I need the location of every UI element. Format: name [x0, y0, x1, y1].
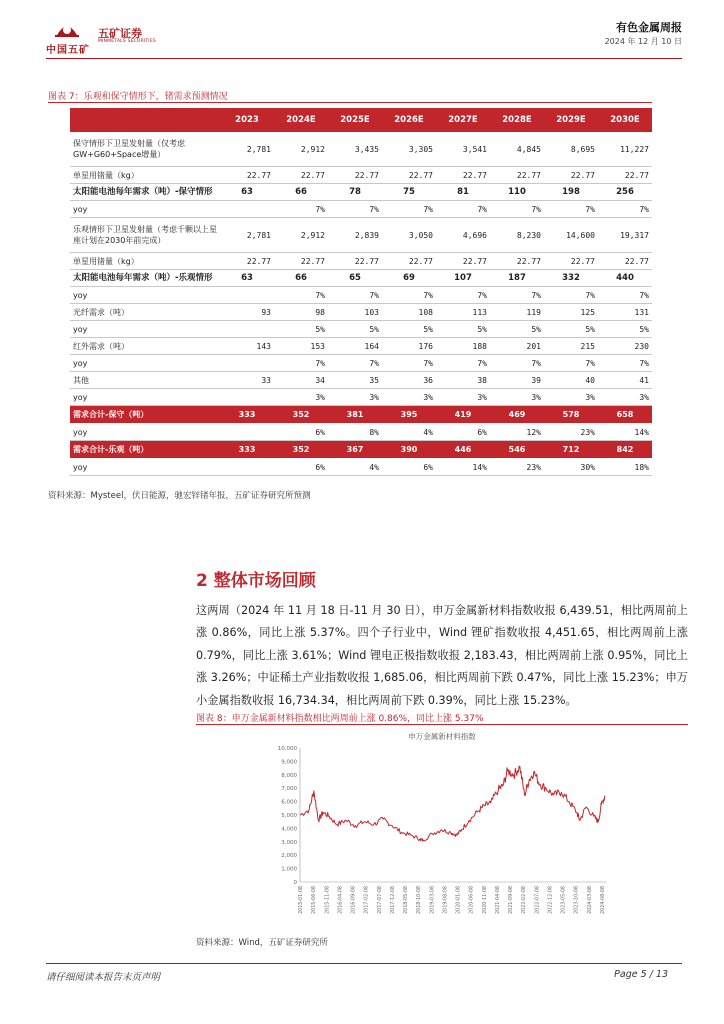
table-cell: 469: [490, 406, 544, 424]
table-cell: 22.77: [274, 253, 328, 270]
y-tick-label: 9,000: [281, 759, 297, 766]
table-cell: 22.77: [490, 253, 544, 270]
table-cell: 30%: [544, 459, 598, 476]
footer-disclaimer-note: 请仔细阅读本报告末页声明: [46, 972, 161, 983]
row-label: 单星用锗量（kg）: [70, 253, 220, 270]
table-cell: 6%: [274, 459, 328, 476]
table-row: [70, 167, 652, 184]
table-cell: 712: [544, 441, 598, 459]
securities-name-en: MINMETALS SECURITIES: [98, 39, 156, 44]
table-body: [70, 132, 652, 476]
table-cell: 5%: [382, 321, 436, 338]
table-cell: 2,839: [328, 218, 382, 253]
table-cell: 7%: [598, 201, 652, 218]
table-cell: 390: [382, 441, 436, 459]
chart-series: [300, 766, 605, 841]
row-label: 光纤需求（吨）: [70, 304, 220, 321]
company-name: 中国五矿: [46, 45, 90, 56]
table-cell: 8%: [328, 424, 382, 441]
table-cell: 19,317: [598, 218, 652, 253]
table-cell: 198: [544, 184, 598, 201]
y-tick-label: 3,000: [281, 839, 297, 846]
x-tick-label: 2022-07-08: [535, 886, 541, 914]
table-cell: 119: [490, 304, 544, 321]
table-header-year: 2023: [220, 108, 274, 132]
x-tick-label: 2020-06-08: [469, 886, 475, 914]
table-cell: 7%: [544, 355, 598, 372]
table-cell: 7%: [274, 287, 328, 304]
table-cell: 5%: [274, 321, 328, 338]
x-tick-label: 2016-09-08: [351, 886, 357, 914]
table-row: [70, 441, 652, 459]
table-cell: 38: [436, 372, 490, 389]
table-cell: 131: [598, 304, 652, 321]
table-row: [70, 424, 652, 441]
table-row: [70, 253, 652, 270]
row-label: yoy: [70, 459, 220, 476]
table-row: [70, 355, 652, 372]
x-tick-label: 2020-11-08: [482, 886, 488, 914]
table-row: [70, 406, 652, 424]
figure8-source: 资料来源：Wind，五矿证券研究所: [196, 938, 328, 948]
x-tick-label: 2017-02-08: [364, 886, 370, 914]
table-cell: 188: [436, 338, 490, 355]
row-label: 单星用锗量（kg）: [70, 167, 220, 184]
table-header-year: 2024E: [274, 108, 328, 132]
table-header-row: [70, 108, 652, 132]
table-cell: 3%: [274, 389, 328, 406]
x-tick-label: 2023-10-08: [574, 886, 580, 914]
table-row: [70, 321, 652, 338]
x-tick-label: 2017-07-08: [377, 886, 383, 914]
table-cell: 4,845: [490, 132, 544, 167]
table-cell: 333: [220, 441, 274, 459]
table-cell: 93: [220, 304, 274, 321]
table-cell: 7%: [436, 355, 490, 372]
table-header-blank: [70, 108, 220, 132]
table-cell: [220, 424, 274, 441]
table-cell: 3%: [436, 389, 490, 406]
table-cell: 143: [220, 338, 274, 355]
table-cell: 187: [490, 270, 544, 287]
table-cell: 3,541: [436, 132, 490, 167]
table-cell: 113: [436, 304, 490, 321]
table-cell: 7%: [544, 287, 598, 304]
table-cell: 333: [220, 406, 274, 424]
y-tick-label: 10,000: [277, 746, 297, 752]
germanium-demand-table: [70, 108, 652, 476]
table-row: [70, 459, 652, 476]
table-header-year: 2030E: [598, 108, 652, 132]
footer-divider: [46, 963, 682, 964]
x-tick-label: 2021-09-08: [509, 886, 515, 914]
table-cell: 352: [274, 441, 328, 459]
table-cell: 7%: [274, 201, 328, 218]
table-cell: 22.77: [220, 253, 274, 270]
table-cell: 39: [490, 372, 544, 389]
section-paragraph: 这两周（2024 年 11 月 18 日-11 月 30 日），申万金属新材料指数收报 6,439.51，相比两周前上涨 0.86%，同比上涨 5.37%。四个子行业中，Wind 锂矿指数收报 4,451.65，相比两周前上涨 0.79%，同比上涨 3.61%；Wind 锂电正极指数收报 2,183.43，相比两周前上涨 0.95%，同比上涨 3.26%；中证稀土产业指数收报 1,685.06，相比两周前下跌 0.47%，同比上涨 15.23%；申万小金属指数收报 16,734.34，相比两周前下跌 0.39%，同比上涨 15.23%。: [196, 604, 688, 707]
table-header-year: 2025E: [328, 108, 382, 132]
table-header-year: 2027E: [436, 108, 490, 132]
table-row: [70, 304, 652, 321]
table-cell: 125: [544, 304, 598, 321]
table-cell: 33: [220, 372, 274, 389]
table-cell: 381: [328, 406, 382, 424]
table-cell: 4,696: [436, 218, 490, 253]
table-cell: 6%: [274, 424, 328, 441]
table-cell: 7%: [382, 201, 436, 218]
table-cell: 23%: [544, 424, 598, 441]
header-divider: [46, 58, 682, 59]
table-cell: 22.77: [598, 167, 652, 184]
table-cell: 2,912: [274, 218, 328, 253]
table-cell: 6%: [382, 459, 436, 476]
table-cell: 7%: [490, 355, 544, 372]
table-cell: 22.77: [490, 167, 544, 184]
table-cell: 22.77: [382, 253, 436, 270]
table-cell: 7%: [490, 201, 544, 218]
table-cell: 8,230: [490, 218, 544, 253]
table-cell: 3,435: [328, 132, 382, 167]
table-cell: 107: [436, 270, 490, 287]
table-cell: 201: [490, 338, 544, 355]
table-cell: 108: [382, 304, 436, 321]
table-cell: 22.77: [382, 167, 436, 184]
table-cell: 5%: [544, 321, 598, 338]
table-cell: 440: [598, 270, 652, 287]
table-cell: [220, 287, 274, 304]
table-cell: 4%: [328, 459, 382, 476]
table-cell: [220, 459, 274, 476]
x-tick-label: 2021-04-08: [495, 886, 501, 914]
table-cell: 40: [544, 372, 598, 389]
page-number: Page 5 / 13: [614, 969, 668, 980]
row-label: yoy: [70, 424, 220, 441]
table-cell: 5%: [328, 321, 382, 338]
table-cell: 2,912: [274, 132, 328, 167]
table-cell: 41: [598, 372, 652, 389]
table-cell: 5%: [598, 321, 652, 338]
table-cell: 14,600: [544, 218, 598, 253]
table-cell: 7%: [382, 355, 436, 372]
x-tick-label: 2022-02-08: [522, 886, 528, 914]
table-row: [70, 201, 652, 218]
table-cell: 7%: [274, 355, 328, 372]
table-row: [70, 184, 652, 201]
x-tick-label: 2018-05-08: [404, 886, 410, 914]
table-cell: 7%: [436, 201, 490, 218]
y-tick-label: 1,000: [281, 866, 297, 873]
table-cell: 81: [436, 184, 490, 201]
table-header-year: 2029E: [544, 108, 598, 132]
table-header-year: 2026E: [382, 108, 436, 132]
table-cell: 7%: [598, 355, 652, 372]
figure8-caption-divider: [196, 724, 688, 725]
index-line-chart: [196, 726, 688, 932]
row-label: yoy: [70, 321, 220, 338]
row-label: 需求合计-保守（吨）: [70, 406, 220, 424]
figure8-caption: 图表 8：申万金属新材料指数相比两周前上涨 0.86%，同比上涨 5.37%: [196, 714, 484, 724]
table-cell: 2,781: [220, 132, 274, 167]
table-cell: [220, 201, 274, 218]
table-cell: 215: [544, 338, 598, 355]
table-cell: 22.77: [328, 253, 382, 270]
table-cell: 22.77: [436, 253, 490, 270]
row-label: 太阳能电池每年需求（吨）-乐观情形: [70, 270, 220, 287]
series-line-0: [300, 766, 605, 841]
table-cell: 22.77: [544, 167, 598, 184]
table-cell: 22.77: [544, 253, 598, 270]
table-cell: [220, 389, 274, 406]
x-tick-label: 2024-03-08: [587, 886, 593, 914]
table-cell: 7%: [598, 287, 652, 304]
table-cell: 11,227: [598, 132, 652, 167]
table-cell: 98: [274, 304, 328, 321]
x-tick-label: 2016-04-08: [338, 886, 344, 914]
row-label: 红外需求（吨）: [70, 338, 220, 355]
table-cell: 3%: [382, 389, 436, 406]
table-cell: 230: [598, 338, 652, 355]
table-cell: 66: [274, 270, 328, 287]
table-cell: 7%: [328, 201, 382, 218]
table-cell: 7%: [490, 287, 544, 304]
table-cell: 6%: [436, 424, 490, 441]
table-cell: 419: [436, 406, 490, 424]
table-cell: 842: [598, 441, 652, 459]
table-cell: 65: [328, 270, 382, 287]
table-row: [70, 389, 652, 406]
x-tick-label: 2015-06-08: [312, 886, 318, 914]
table-cell: 22.77: [436, 167, 490, 184]
table-cell: 75: [382, 184, 436, 201]
table-cell: 69: [382, 270, 436, 287]
table-cell: 164: [328, 338, 382, 355]
table-cell: 2,781: [220, 218, 274, 253]
x-tick-label: 2023-05-08: [561, 886, 567, 914]
table-cell: [220, 321, 274, 338]
y-tick-label: 6,000: [281, 799, 297, 806]
table-cell: 153: [274, 338, 328, 355]
table-cell: 22.77: [274, 167, 328, 184]
table-cell: 22.77: [220, 167, 274, 184]
row-label: yoy: [70, 287, 220, 304]
x-tick-label: 2018-10-08: [417, 886, 423, 914]
table-cell: 12%: [490, 424, 544, 441]
table-cell: 446: [436, 441, 490, 459]
table-cell: 23%: [490, 459, 544, 476]
table-cell: 256: [598, 184, 652, 201]
row-label: yoy: [70, 201, 220, 218]
y-tick-label: 0: [293, 880, 297, 886]
table-cell: 66: [274, 184, 328, 201]
report-name: 有色金属周报: [616, 21, 682, 34]
x-tick-label: 2019-08-08: [443, 886, 449, 914]
table-row: [70, 287, 652, 304]
table-cell: 103: [328, 304, 382, 321]
y-tick-label: 7,000: [281, 786, 297, 793]
table-cell: 78: [328, 184, 382, 201]
table-cell: 7%: [328, 287, 382, 304]
table-cell: 7%: [436, 287, 490, 304]
x-tick-label: 2017-12-08: [390, 886, 396, 914]
table-cell: 4%: [382, 424, 436, 441]
row-label: 需求合计-乐观（吨）: [70, 441, 220, 459]
row-label: yoy: [70, 355, 220, 372]
table-row: [70, 270, 652, 287]
row-label: 保守情形下卫星发射量（仅考虑GW+G60+Space增量）: [70, 132, 220, 167]
y-tick-label: 8,000: [281, 772, 297, 779]
table-cell: 352: [274, 406, 328, 424]
table-cell: 14%: [598, 424, 652, 441]
table-cell: 34: [274, 372, 328, 389]
table-cell: 578: [544, 406, 598, 424]
table-cell: 110: [490, 184, 544, 201]
table-cell: 176: [382, 338, 436, 355]
table-header-year: 2028E: [490, 108, 544, 132]
securities-name: 五矿证券: [98, 27, 142, 40]
table-cell: 3%: [544, 389, 598, 406]
row-label: 乐观情形下卫星发射量（考虑千颗以上星座计划在2030年前完成）: [70, 218, 220, 253]
figure7-source: 资料来源：Mysteel，伏日能源，驰宏锌锗年报，五矿证券研究所预测: [48, 491, 311, 501]
table-cell: 22.77: [328, 167, 382, 184]
table-cell: 3,050: [382, 218, 436, 253]
table-cell: 7%: [328, 355, 382, 372]
section-title: 2 整体市场回顾: [196, 571, 316, 591]
table-row: [70, 372, 652, 389]
table-cell: 5%: [490, 321, 544, 338]
x-tick-label: 2022-12-08: [548, 886, 554, 914]
table-cell: 3%: [328, 389, 382, 406]
y-tick-label: 5,000: [281, 813, 297, 819]
table-cell: 3%: [490, 389, 544, 406]
table-cell: 14%: [436, 459, 490, 476]
table-cell: 7%: [544, 201, 598, 218]
table-cell: 367: [328, 441, 382, 459]
table-cell: 18%: [598, 459, 652, 476]
x-tick-label: 2015-01-08: [299, 886, 304, 914]
row-label: yoy: [70, 389, 220, 406]
figure7-caption-divider: [48, 102, 652, 103]
table-cell: 3,305: [382, 132, 436, 167]
table-cell: 5%: [436, 321, 490, 338]
table-cell: 3%: [598, 389, 652, 406]
table-cell: 395: [382, 406, 436, 424]
x-tick-label: 2019-03-08: [430, 886, 436, 914]
figure7-caption: 图表 7：乐观和保守情形下，锗需求预测情况: [48, 92, 228, 102]
chart-title: 申万金属新材料指数: [408, 732, 476, 741]
table-cell: 7%: [382, 287, 436, 304]
table-cell: [220, 355, 274, 372]
row-label: 太阳能电池每年需求（吨）-保守情形: [70, 184, 220, 201]
table-cell: 63: [220, 270, 274, 287]
table-row: [70, 218, 652, 253]
table-cell: 36: [382, 372, 436, 389]
table-cell: 63: [220, 184, 274, 201]
y-tick-label: 4,000: [281, 826, 297, 833]
table-cell: 35: [328, 372, 382, 389]
x-tick-label: 2020-01-08: [456, 886, 462, 914]
table-row: [70, 338, 652, 355]
table-cell: 658: [598, 406, 652, 424]
table-row: [70, 132, 652, 167]
table-cell: 22.77: [598, 253, 652, 270]
x-tick-label: 2015-11-08: [325, 886, 331, 914]
table-cell: 546: [490, 441, 544, 459]
x-tick-label: 2024-08-08: [601, 886, 606, 914]
table-cell: 332: [544, 270, 598, 287]
report-date: 2024 年 12 月 10 日: [604, 37, 682, 46]
minmetals-logo-icon: [54, 20, 80, 38]
table-cell: 8,695: [544, 132, 598, 167]
y-tick-label: 2,000: [281, 853, 297, 860]
row-label: 其他: [70, 372, 220, 389]
